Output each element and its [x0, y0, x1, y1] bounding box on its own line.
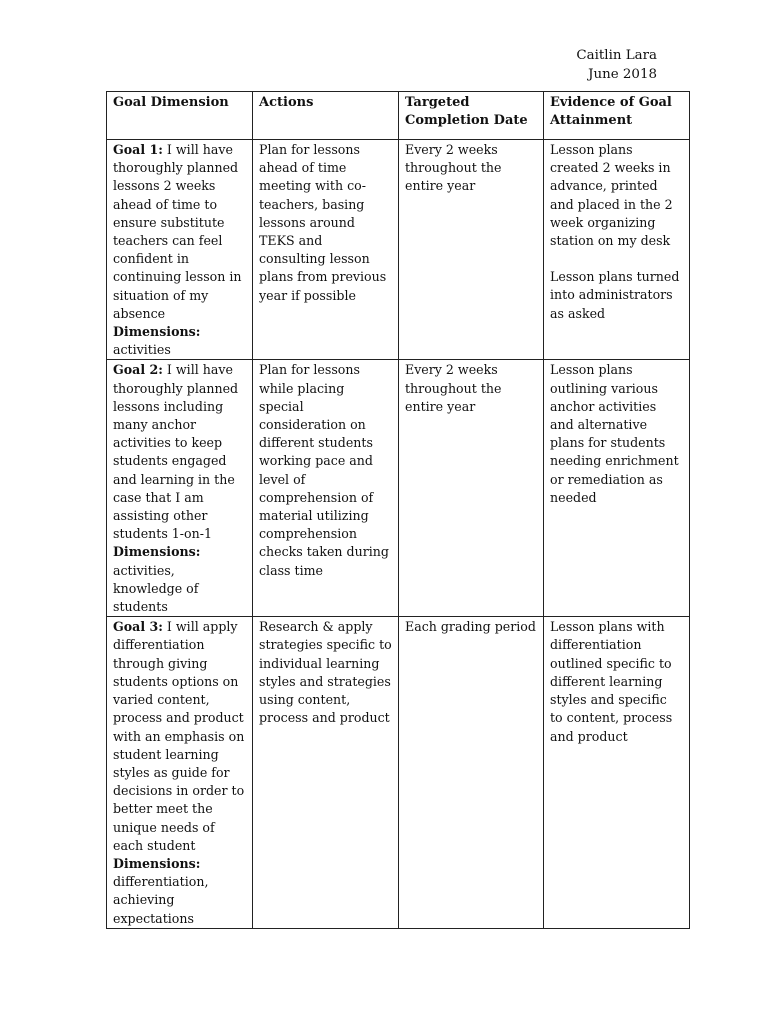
- header-actions: Actions: [253, 92, 399, 140]
- dimensions-text: activities: [113, 342, 171, 358]
- dimensions-label: Dimensions:: [113, 324, 201, 340]
- document-date: June 2018: [588, 66, 657, 82]
- table-header-row: [107, 92, 690, 140]
- goal-cell: [107, 617, 253, 928]
- date-cell: Every 2 weeks throughout the entire year: [399, 360, 544, 617]
- dimensions-label: Dimensions:: [113, 855, 201, 871]
- evidence-cell: [544, 360, 690, 617]
- evidence-text: Lesson plans with differentiation outlined specific to different learning styles and specific to content, process and product: [550, 619, 673, 744]
- actions-cell: Research & apply strategies specific to individual learning styles and strategies using content, process and product: [253, 617, 399, 928]
- header-goal-dimension: Goal Dimension: [107, 92, 253, 140]
- dimensions-text: activities, knowledge of students: [113, 562, 199, 615]
- goal-text: I will apply differentiation through giving students options on varied content, process and product with an emphasis on student learning styles as guide for decisions in order to better meet the unique needs of each student: [113, 619, 245, 853]
- goal-label: Goal 3:: [113, 619, 163, 635]
- table-row: [107, 140, 690, 360]
- evidence-text: Lesson plans created 2 weeks in advance, printed and placed in the 2 week organizing station on my desk: [550, 142, 673, 249]
- actions-cell: Plan for lessons while placing special consideration on different students working pace and level of comprehension of material utilizing comprehension checks taken during class time: [253, 360, 399, 617]
- evidence-cell: [544, 617, 690, 928]
- actions-cell: Plan for lessons ahead of time meeting with co-teachers, basing lessons around TEKS and consulting lesson plans from previous year if possible: [253, 140, 399, 360]
- dimensions-label: Dimensions:: [113, 544, 201, 560]
- goal-cell: [107, 140, 253, 360]
- document-header: [576, 47, 657, 84]
- evidence-text: Lesson plans turned into administrators as asked: [550, 269, 680, 321]
- evidence-text: Lesson plans outlining various anchor activities and alternative plans for students needing enrichment or remediation as needed: [550, 362, 679, 505]
- date-cell: Each grading period: [399, 617, 544, 928]
- evidence-cell: [544, 140, 690, 360]
- goals-table: [106, 91, 690, 929]
- goal-label: Goal 1:: [113, 142, 163, 157]
- goal-text: I will have thoroughly planned lessons including many anchor activities to keep students engaged and learning in the case that I am assisting other students 1-on-1: [113, 362, 239, 542]
- goal-cell: [107, 360, 253, 617]
- author-name: Caitlin Lara: [576, 48, 657, 63]
- goal-text: I will have thoroughly planned lessons 2 weeks ahead of time to ensure substitute teachers can feel confident in continuing lesson in situation of my absence: [113, 142, 242, 321]
- goal-label: Goal 2:: [113, 362, 163, 378]
- dimensions-text: differentiation, achieving expectations: [113, 874, 209, 926]
- date-cell: Every 2 weeks throughout the entire year: [399, 140, 544, 360]
- table-row: [107, 360, 690, 617]
- header-targeted-completion-date: Targeted Completion Date: [399, 92, 544, 140]
- table-row: [107, 617, 690, 928]
- header-evidence-of-goal-attainment: Evidence of Goal Attainment: [544, 92, 690, 140]
